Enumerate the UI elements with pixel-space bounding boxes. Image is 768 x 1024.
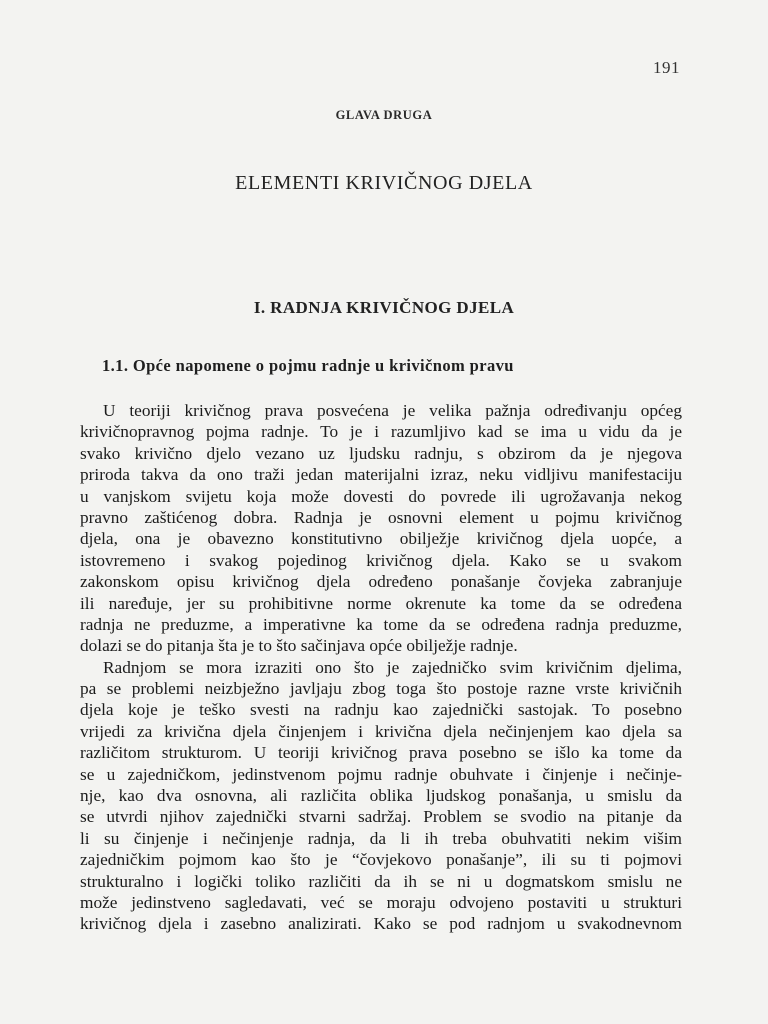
body-text (80, 400, 682, 935)
subsection-title: 1.1. Opće napomene o pojmu radnje u krivičnom pravu (102, 356, 514, 375)
text-line: se utvrdi njihov zajednički stvarni sadržaj. Problem se svodio na pitanje da (80, 807, 682, 827)
text-line: U teoriji krivičnog prava posvećena je velika pažnja određivanju općeg (103, 401, 682, 420)
text-line: ili naređuje, jer su prohibitivne norme okrenute ka tome da se određena (80, 593, 682, 613)
text-line: različitom strukturom. U teoriji krivičnog prava posebno se išlo ka tome da (80, 743, 682, 763)
text-line: Radnjom se mora izraziti ono što je zajedničko svim krivičnim djelima, (103, 657, 682, 677)
text-line: priroda takva da ono traži jedan materijalni izraz, neku vidljivu manifestaciju (80, 465, 682, 485)
text-line: svako krivično djelo vezano uz ljudsku radnju, s obzirom da je njegova (80, 443, 682, 463)
page-number: 191 (653, 58, 680, 77)
chapter-title: ELEMENTI KRIVIČNOG DJELA (235, 172, 533, 194)
text-line: se u zajedničkom, jedinstvenom pojmu radnje obuhvate i činjenje i nečinje- (80, 764, 682, 784)
text-line: vrijedi za krivična djela činjenjem i krivična djela nečinjenjem kao djela sa (80, 721, 682, 741)
text-line: zajedničkim pojmom kao što je “čovjekovo ponašanje”, ili su ti pojmovi (80, 850, 682, 870)
text-line: u vanjskom svijetu koja može dovesti do povrede ili ugrožavanja nekog (80, 486, 682, 506)
text-line: krivičnopravnog pojma radnje. To je i razumljivo kad se ima u vidu da je (80, 422, 682, 442)
text-line: djela, ona je obavezno konstitutivno obilježje krivičnog djela uopće, a (80, 529, 682, 549)
text-line: strukturalno i logički toliko različiti da ih se ni u dogmatskom smislu ne (80, 871, 682, 891)
text-line: dolazi se do pitanja šta je to što sačinjava opće obilježje radnje. (80, 636, 518, 656)
text-line: zakonskom opisu krivičnog djela određeno ponašanje čovjeka zabranjuje (80, 572, 682, 592)
text-line: li su činjenje i nečinjenje radnja, da li ih treba obuhvatiti nekim višim (80, 828, 682, 848)
text-line: djela koje je teško svesti na radnju kao zajednički sastojak. To posebno (80, 700, 682, 720)
text-line: istovremeno i svakog pojedinog krivičnog djela. Kako se u svakom (80, 550, 682, 570)
section-title: I. RADNJA KRIVIČNOG DJELA (253, 298, 515, 317)
text-line: krivičnog djela i zasebno analizirati. Kako se pod radnjom u svakodnevnom (80, 914, 682, 934)
text-line: može jedinstveno sagledavati, već se moraju odvojeno postaviti u strukturi (80, 892, 682, 912)
part-heading: GLAVA DRUGA (335, 108, 433, 122)
text-line: nje, kao dva osnovna, ali različita oblika ljudskog ponašanja, u smislu da (80, 786, 682, 806)
text-line: radnja ne preduzme, a imperativne ka tome da se određena radnja preduzme, (80, 614, 682, 634)
text-line: pa se problemi neizbježno javljaju zbog toga što postoje razne vrste krivičnih (80, 679, 682, 699)
text-line: pravno zaštićenog dobra. Radnja je osnovni element u pojmu krivičnog (80, 507, 682, 527)
